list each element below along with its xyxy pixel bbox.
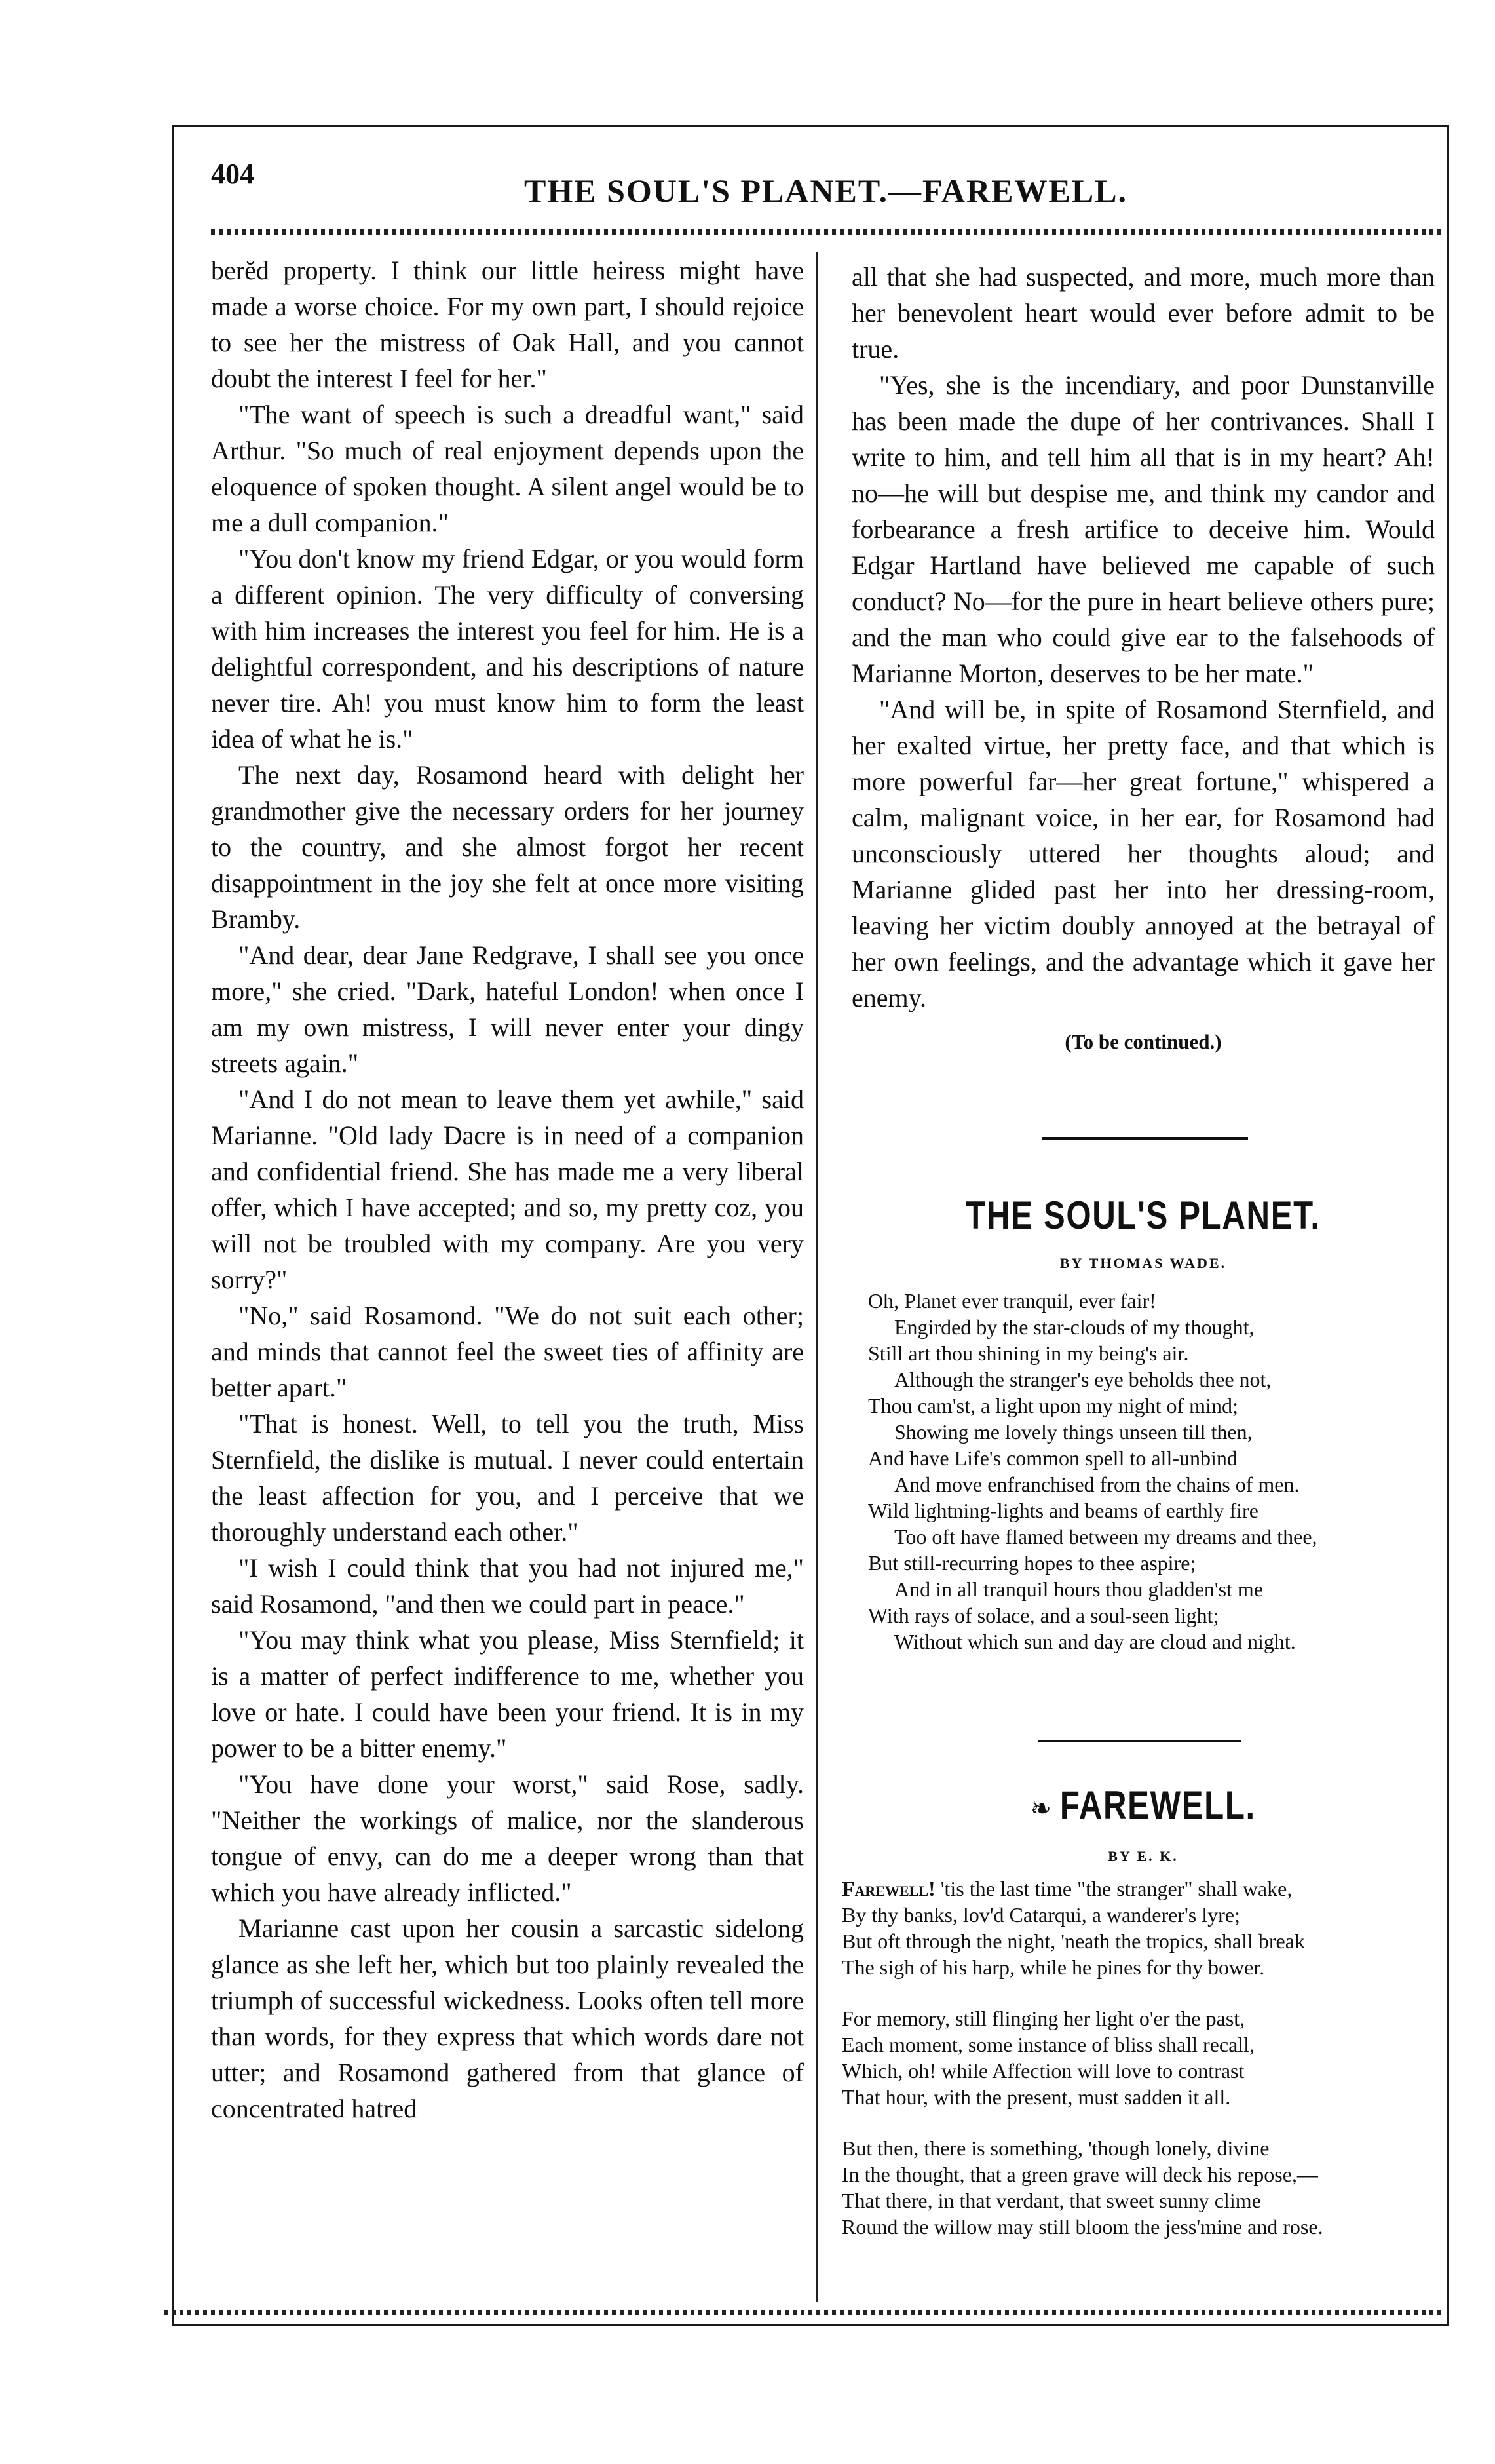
stanza (842, 2135, 1323, 2240)
page-number: 404 (211, 158, 254, 190)
poem-line: But then, there is something, 'though lonely, divine (842, 2136, 1270, 2160)
poem-line: And move enfranchised from the chains of men. (894, 1473, 1300, 1496)
poem-title: THE SOUL'S PLANET. (966, 1193, 1321, 1237)
running-head: THE SOUL'S PLANET.—FAREWELL. (524, 172, 1127, 209)
paragraph: The next day, Rosamond heard with delight her grandmother give the necessary orders for her journey to the country, and she almost forgot her recent disappointment in the joy she felt at once more visiting Bramby. (211, 760, 804, 934)
poem-line: Although the stranger's eye beholds thee not, (894, 1368, 1272, 1391)
poem-line: But oft through the night, 'neath the tropics, shall break (842, 1929, 1305, 1953)
paragraph: berĕd property. I think our little heiress might have made a worse choice. For my own part, I should rejoice to see her the mistress of Oak Hall, and you cannot doubt the interest I feel for her." (211, 256, 804, 393)
right-column (852, 259, 1435, 1060)
poem-line: That there, in that verdant, that sweet sunny clime (842, 2189, 1261, 2212)
poem-line-text: 'tis the last time "the stranger" shall wake, (935, 1877, 1293, 1900)
continued-note: (To be continued.) (1065, 1030, 1222, 1053)
poem-line: Round the willow may still bloom the jess'mine and rose. (842, 2215, 1323, 2239)
paragraph: "You don't know my friend Edgar, or you would form a different opinion. The very difficulty of conversing with him increases the interest you feel for him. He is a delightful correspondent, and his descriptions of nature never tire. Ah! you must know him to form the least idea of what he is." (211, 544, 804, 754)
paragraph: "No," said Rosamond. "We do not suit each other; and minds that cannot feel the sweet ties of affinity are better apart." (211, 1301, 804, 1402)
poem-line: Engirded by the star-clouds of my thought, (894, 1315, 1255, 1339)
header-rule (211, 229, 1443, 235)
paragraph: "And dear, dear Jane Redgrave, I shall see you once more," she cried. "Dark, hateful London! when once I am my own mistress, I will never enter your dingy streets again." (211, 940, 804, 1078)
poem-line: And in all tranquil hours thou gladden'st me (894, 1577, 1264, 1601)
stanza (842, 2005, 1323, 2110)
poem-line: Each moment, some instance of bliss shall recall, (842, 2033, 1255, 2056)
paragraph: "And I do not mean to leave them yet awhile," said Marianne. "Old lady Dacre is in need of a companion and confidential friend. She has made me a very liberal offer, which I have accepted; and so, my pretty coz, you will not be troubled with my company. Are you very sorry?" (211, 1085, 804, 1294)
paragraph: "You may think what you please, Miss Sternfield; it is a matter of perfect indifference to me, whether you love or hate. I could have been your friend. It is in my power to be a bitter enemy." (211, 1625, 804, 1763)
paragraph: "You have done your worst," said Rose, sadly. "Neither the workings of malice, nor the slanderous tongue of envy, can do me a deeper wrong than that which you have already inflicted." (211, 1769, 804, 1907)
poem-line: Showing me lovely things unseen till then, (894, 1420, 1253, 1444)
paragraph: all that she had suspected, and more, much more than her benevolent heart would ever before admit to be true. (852, 262, 1435, 364)
left-column (211, 252, 804, 2127)
poem-line: For memory, still flinging her light o'er the past, (842, 2007, 1245, 2030)
poem-title (904, 1782, 1382, 1828)
poem-line: Oh, Planet ever tranquil, ever fair! (868, 1289, 1156, 1313)
poem-byline: BY THOMAS WADE. (1059, 1255, 1227, 1271)
poem-line: But still-recurring hopes to thee aspire; (868, 1551, 1196, 1575)
paragraph: "Yes, she is the incendiary, and poor Dunstanville has been made the dupe of her contrivances. Shall I write to him, and tell him all that is in my heart? Ah! no—he will but despise me, and think my candor and forbearance a fresh artifice to deceive him. Would Edgar Hartland have believed me capable of such conduct? No—for the pure in heart believe others pure; and the man who could give ear to the falsehoods of Marianne Morton, deserves to be her mate." (852, 370, 1435, 688)
poem-line: With rays of solace, and a soul-seen light; (868, 1604, 1219, 1627)
poem-line: Too oft have flamed between my dreams and thee, (894, 1525, 1317, 1549)
paragraph: Marianne cast upon her cousin a sarcastic sidelong glance as she left her, which but too plainly revealed the triumph of successful wickedness. Looks often tell more than words, for they express that which words dare not utter; and Rosamond gathered from that glance of concentrated hatred (211, 1914, 804, 2123)
paragraph: "The want of speech is such a dreadful want," said Arthur. "So much of real enjoyment depends upon the eloquence of spoken thought. A silent angel would be to me a dull companion." (211, 400, 804, 537)
poem-line: Still art thou shining in my being's air. (868, 1341, 1189, 1365)
leaf-ornament-icon: ❧ (1031, 1791, 1053, 1825)
poem-line: And have Life's common spell to all-unbind (868, 1446, 1238, 1470)
poem-line: Without which sun and day are cloud and night. (894, 1630, 1296, 1653)
poem-line: Wild lightning-lights and beams of earthly fire (868, 1499, 1258, 1522)
paragraph: "I wish I could think that you had not injured me," said Rosamond, "and then we could part in peace." (211, 1553, 804, 1619)
initial-word: Farewell! (842, 1877, 936, 1900)
poem-line: Thou cam'st, a light upon my night of mind; (868, 1394, 1238, 1417)
poem-farewell (842, 1876, 1323, 2240)
stanza (842, 1876, 1323, 1980)
poem-souls-planet (868, 1288, 1317, 1655)
poem-line: The sigh of his harp, while he pines for thy bower. (842, 1955, 1265, 1979)
poem-line: By thy banks, lov'd Catarqui, a wanderer's lyre; (842, 1903, 1240, 1927)
section-rule (1042, 1137, 1248, 1140)
poem-byline: BY E. K. (1108, 1848, 1179, 1864)
poem-line: Which, oh! while Affection will love to contrast (842, 2059, 1245, 2083)
footer-rule (164, 2310, 1441, 2315)
paragraph: "That is honest. Well, to tell you the truth, Miss Sternfield, the dislike is mutual. I never could entertain the least affection for you, and I perceive that we thoroughly understand each other." (211, 1409, 804, 1547)
paragraph: "And will be, in spite of Rosamond Sternfield, and her exalted virtue, her pretty face, and that which is more powerful far—her great fortune," whispered a calm, malignant voice, in her ear, for Rosamond had unconsciously uttered her thoughts aloud; and Marianne glided past her into her dressing-room, leaving her victim doubly annoyed at the betrayal of her own feelings, and the advantage which it gave her enemy. (852, 695, 1435, 1012)
poem-line: In the thought, that a green grave will deck his repose,— (842, 2163, 1318, 2186)
poem-line (842, 1876, 1323, 1902)
section-rule (1038, 1740, 1241, 1742)
poem-line: That hour, with the present, must sadden it all. (842, 2085, 1231, 2109)
column-divider (816, 252, 818, 2302)
poem-title-text: FAREWELL. (1059, 1783, 1256, 1827)
